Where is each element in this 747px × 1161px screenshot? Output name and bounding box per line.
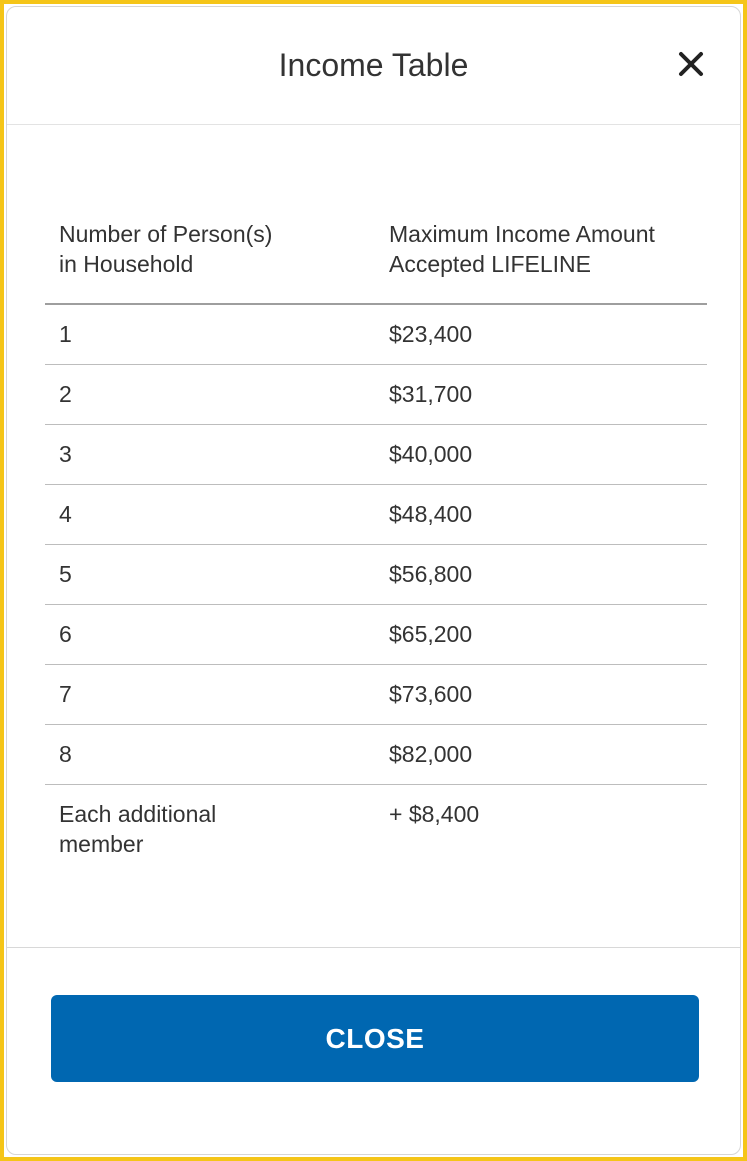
header-max-income-line2: Accepted LIFELINE — [389, 251, 591, 277]
amount-cell: $31,700 — [375, 365, 707, 425]
table-row — [45, 365, 707, 425]
table-row — [45, 485, 707, 545]
table-row — [45, 725, 707, 785]
amount-cell: $23,400 — [375, 304, 707, 365]
table-row — [45, 425, 707, 485]
additional-line2: member — [59, 831, 144, 857]
amount-cell: $56,800 — [375, 545, 707, 605]
additional-line1: Each additional — [59, 801, 217, 827]
persons-cell: 3 — [45, 425, 375, 485]
amount-cell-additional: + $8,400 — [389, 801, 480, 827]
header-persons-line2: in Household — [59, 251, 194, 277]
modal-title: Income Table — [278, 47, 469, 83]
persons-cell: 1 — [45, 304, 375, 365]
table-row-additional — [45, 785, 707, 874]
amount-cell: $65,200 — [375, 605, 707, 665]
persons-cell: 8 — [45, 725, 375, 785]
amount-cell: $73,600 — [375, 665, 707, 725]
amount-cell: $48,400 — [375, 485, 707, 545]
table-row — [45, 665, 707, 725]
amount-cell: $82,000 — [375, 725, 707, 785]
modal-footer — [7, 947, 740, 1155]
persons-cell: 2 — [45, 365, 375, 425]
header-max-income — [375, 205, 707, 304]
persons-cell: 6 — [45, 605, 375, 665]
amount-cell: $40,000 — [375, 425, 707, 485]
persons-cell: 5 — [45, 545, 375, 605]
persons-cell-additional — [45, 785, 375, 874]
table-row — [45, 605, 707, 665]
header-persons-line1: Number of Person(s) — [59, 221, 273, 247]
modal-header — [7, 7, 740, 125]
header-max-income-line1: Maximum Income Amount — [389, 221, 655, 247]
persons-cell: 7 — [45, 665, 375, 725]
income-table — [45, 205, 707, 873]
table-row — [45, 545, 707, 605]
income-table-modal — [6, 6, 741, 1155]
persons-cell: 4 — [45, 485, 375, 545]
header-persons — [45, 205, 375, 304]
close-icon[interactable] — [676, 49, 706, 79]
table-header-row — [45, 205, 707, 304]
table-row — [45, 304, 707, 365]
close-button[interactable]: CLOSE — [51, 995, 699, 1082]
